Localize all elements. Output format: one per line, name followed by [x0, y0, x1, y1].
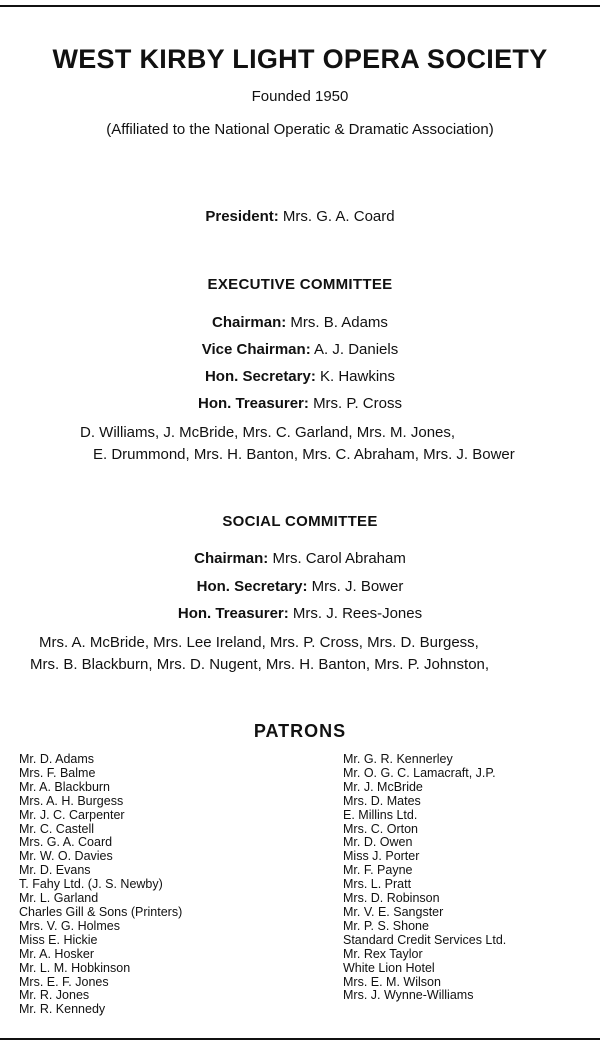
- affiliation-line: (Affiliated to the National Operatic & Dramatic Association): [106, 121, 494, 138]
- patron-item: Mr. D. Adams: [19, 752, 95, 766]
- society-title: WEST KIRBY LIGHT OPERA SOCIETY: [52, 44, 548, 74]
- president-line: [0, 208, 600, 225]
- role-name: Mrs. P. Cross: [313, 395, 402, 412]
- patron-item: Mr. R. Kennedy: [19, 1002, 106, 1017]
- top-rule: [0, 5, 600, 7]
- patron-item: Mrs. D. Robinson: [343, 891, 440, 906]
- patron-item: Standard Credit Services Ltd.: [343, 932, 507, 947]
- patron-item: Mrs. A. H. Burgess: [19, 793, 124, 808]
- patrons-heading: PATRONS: [253, 721, 347, 741]
- executive-members-line-1: D. Williams, J. McBride, Mrs. C. Garland, Mrs. M. Jones,: [80, 424, 456, 441]
- patron-item: Mr. G. R. Kennerley: [343, 752, 453, 766]
- patron-item: Mr. A. Hosker: [19, 946, 95, 961]
- patron-item: Mrs. E. M. Wilson: [343, 974, 441, 989]
- bottom-rule: [0, 1038, 600, 1040]
- patron-item: E. Millins Ltd.: [343, 807, 418, 822]
- patron-item: Mrs. V. G. Holmes: [19, 918, 120, 933]
- patron-item: Mr. W. O. Davies: [19, 849, 113, 864]
- patron-item: Mr. J. C. Carpenter: [19, 807, 125, 822]
- patron-item: Mr. R. Jones: [19, 988, 90, 1003]
- executive-role-chairman: [0, 314, 600, 331]
- role-name: A. J. Daniels: [314, 341, 399, 358]
- patron-item: Mr. L. M. Hobkinson: [19, 960, 131, 975]
- social-committee-heading: SOCIAL COMMITTEE: [222, 513, 378, 530]
- role-name: Mrs. Carol Abraham: [272, 550, 406, 567]
- social-members-line-2: Mrs. B. Blackburn, Mrs. D. Nugent, Mrs. H. Banton, Mrs. P. Johnston,: [30, 656, 490, 673]
- role-label: Vice Chairman:: [201, 341, 311, 358]
- patron-item: Mr. O. G. C. Lamacraft, J.P.: [343, 765, 496, 780]
- patrons-list-right: [343, 753, 506, 1003]
- patron-item: Mrs. D. Mates: [343, 793, 421, 808]
- role-label: Hon. Treasurer:: [177, 605, 289, 622]
- patron-item: Mrs. F. Balme: [19, 765, 96, 780]
- president-name: Mrs. G. A. Coard: [282, 208, 395, 225]
- executive-committee-heading: EXECUTIVE COMMITTEE: [207, 276, 393, 293]
- founded-line: Founded 1950: [251, 88, 349, 105]
- patron-item: Mr. V. E. Sangster: [343, 904, 444, 919]
- patron-item: T. Fahy Ltd. (J. S. Newby): [19, 877, 163, 892]
- social-members-line-1: Mrs. A. McBride, Mrs. Lee Ireland, Mrs. P. Cross, Mrs. D. Burgess,: [39, 634, 479, 651]
- executive-role-hon-treasurer: [0, 395, 600, 412]
- role-label: Hon. Treasurer:: [198, 395, 309, 412]
- social-role-hon-treasurer: [0, 605, 600, 622]
- executive-role-hon-secretary: [0, 368, 600, 385]
- patrons-list-left: [19, 753, 182, 1017]
- role-name: K. Hawkins: [320, 368, 396, 385]
- role-name: Mrs. B. Adams: [290, 314, 388, 331]
- patron-item: Mr. A. Blackburn: [19, 779, 111, 794]
- patron-item: Mr. P. S. Shone: [343, 918, 429, 933]
- patron-item: Mr. J. McBride: [343, 779, 423, 794]
- patron-item: Mr. L. Garland: [19, 891, 99, 906]
- executive-role-vice-chairman: [0, 341, 600, 358]
- patron-item: Mrs. J. Wynne-Williams: [343, 988, 474, 1003]
- patron-item: Charles Gill & Sons (Printers): [19, 904, 183, 919]
- patron-item: White Lion Hotel: [343, 960, 435, 975]
- executive-members-line-2: E. Drummond, Mrs. H. Banton, Mrs. C. Abraham, Mrs. J. Bower: [93, 446, 515, 463]
- patron-item: Mrs. C. Orton: [343, 821, 419, 836]
- role-label: Chairman:: [212, 314, 287, 331]
- patron-item: Mr. F. Payne: [343, 863, 413, 878]
- patron-item: Miss J. Porter: [343, 849, 420, 864]
- president-label: President:: [205, 208, 279, 225]
- role-label: Hon. Secretary:: [196, 578, 308, 595]
- patron-item: Miss E. Hickie: [19, 932, 98, 947]
- patron-item: Mrs. G. A. Coard: [19, 835, 113, 850]
- role-name: Mrs. J. Bower: [311, 578, 404, 595]
- patron-item: Mr. D. Evans: [19, 863, 91, 878]
- role-label: Chairman:: [194, 550, 269, 567]
- social-role-hon-secretary: [0, 578, 600, 595]
- patron-item: Mr. C. Castell: [19, 821, 95, 836]
- patron-item: Mr. D. Owen: [343, 835, 413, 850]
- role-label: Hon. Secretary:: [204, 368, 316, 385]
- patron-item: Mrs. E. F. Jones: [19, 974, 109, 989]
- social-role-chairman: [0, 550, 600, 567]
- role-name: Mrs. J. Rees-Jones: [292, 605, 423, 622]
- patron-item: Mrs. L. Pratt: [343, 877, 412, 892]
- patron-item: Mr. Rex Taylor: [343, 946, 423, 961]
